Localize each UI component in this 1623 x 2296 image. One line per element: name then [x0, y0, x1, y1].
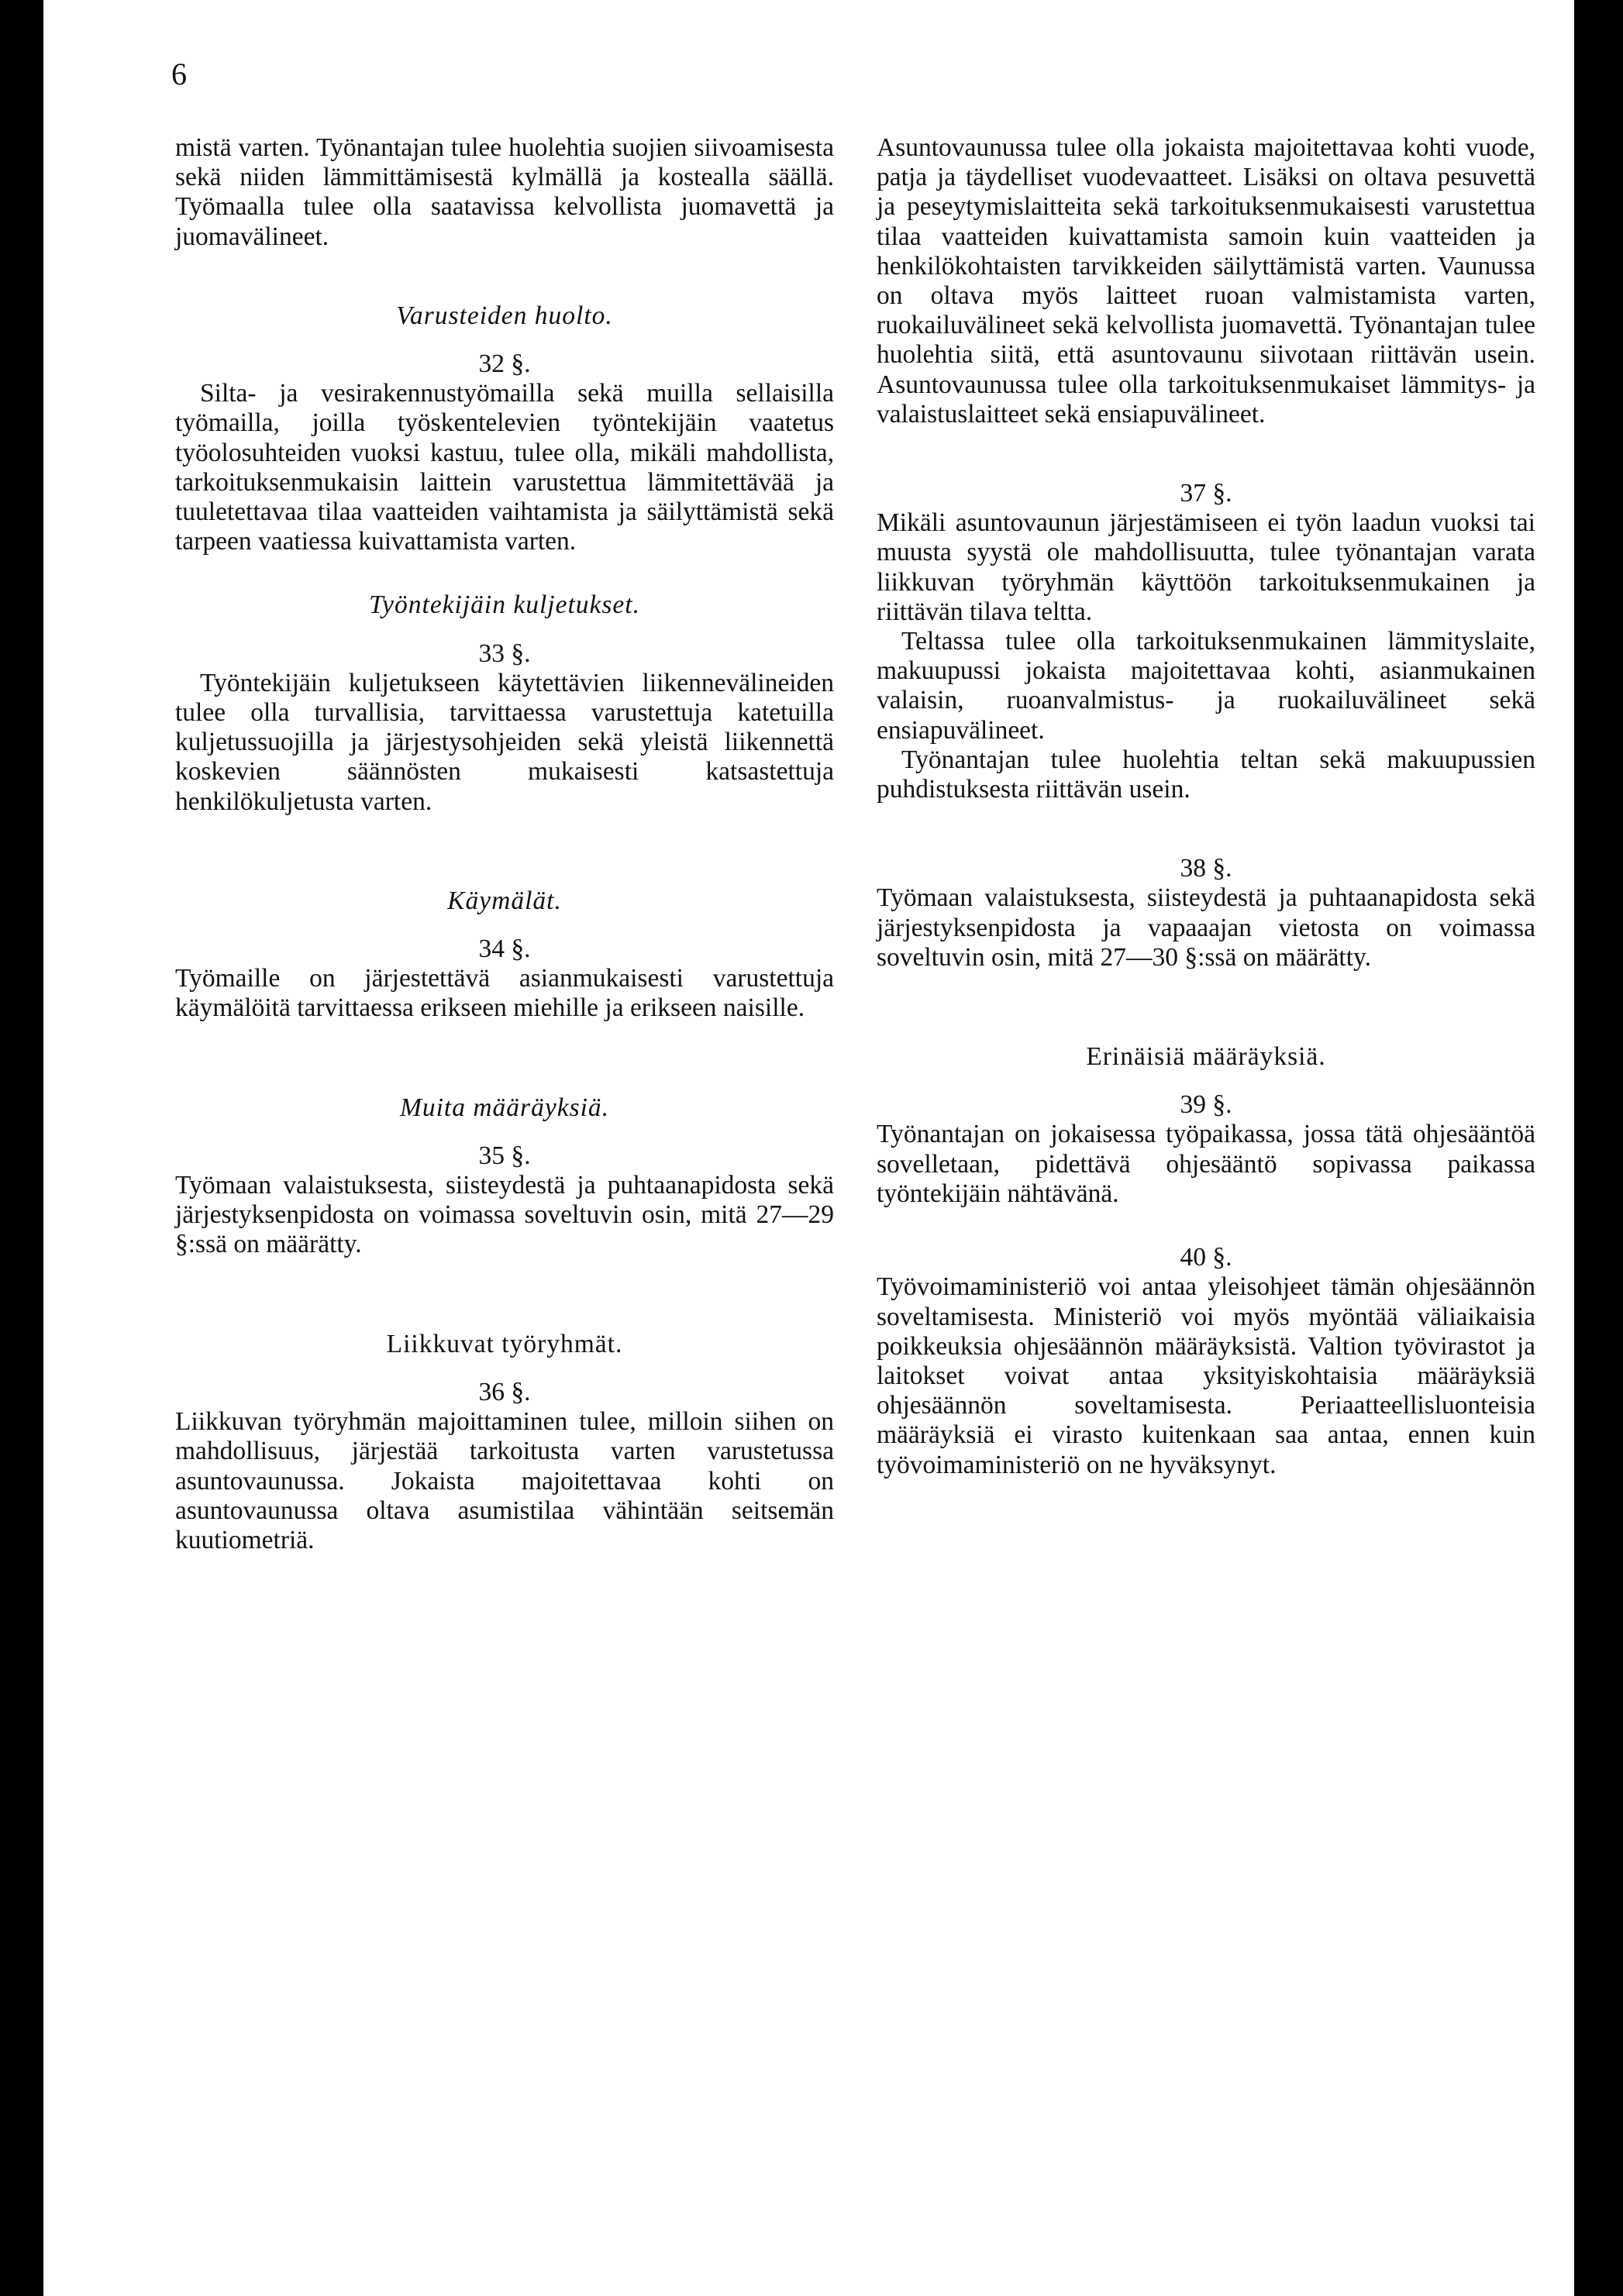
section-heading-erinaisia-maarayksia: Erinäisiä määräyksiä. — [1086, 1042, 1326, 1072]
document-page — [43, 0, 1574, 2296]
section-number-38: 38 §. — [1180, 854, 1232, 883]
paragraph-section-39: Työnantajan on jokaisessa työpaikassa, jossa tätä ohjesääntöä sovelletaan, pidettävä ohjesääntö sopivassa paikassa työntekijäin nähtävänä. — [877, 1120, 1535, 1208]
section-number-34: 34 §. — [478, 935, 531, 964]
paragraph-section-37-a: Mikäli asuntovaunun järjestämiseen ei työn laadun vuoksi tai muusta syystä ole mahdollisuutta, tulee työnantajan varata liikkuvan työryhmän käyttöön tarkoituksenmukainen ja riittävän tilava teltta. — [877, 508, 1535, 626]
section-heading-liikkuvat-tyoryhmat: Liikkuvat työryhmät. — [386, 1329, 623, 1358]
section-number-40: 40 §. — [1180, 1243, 1232, 1272]
section-number-33: 33 §. — [478, 639, 531, 668]
paragraph-continuation: mistä varten. Työnantajan tulee huolehtia suojien siivoamisesta sekä niiden lämmittämisestä kylmällä ja kostealla säällä. Työmaalla tulee olla saatavissa kelvollista juomavettä ja juomavälineet. — [175, 133, 834, 251]
right-column — [877, 133, 1535, 1480]
paragraph-section-33: Työntekijäin kuljetukseen käytettävien liikennevälineiden tulee olla turvallisia, tarvittaessa varustettuja katetuilla kuljetussuojilla ja järjestysohjeiden sekä yleistä liikennettä koskevien säännösten mukaisesti katsastettuja henkilökuljetusta varten. — [175, 668, 834, 816]
section-heading-varusteiden-huolto: Varusteiden huolto. — [396, 301, 613, 330]
section-heading-tyontekijain-kuljetukset: Työntekijäin kuljetukset. — [369, 590, 640, 620]
section-heading-muita-maarayksia: Muita määräyksiä. — [399, 1093, 610, 1122]
page-number: 6 — [171, 57, 187, 91]
section-number-37: 37 §. — [1180, 479, 1232, 508]
section-number-36: 36 §. — [478, 1377, 531, 1406]
paragraph-section-37-c: Työnantajan tulee huolehtia teltan sekä makuupussien puhdistuksesta riittävän usein. — [877, 745, 1535, 804]
section-heading-kaymalat: Käymälät. — [447, 886, 562, 915]
paragraph-section-38: Työmaan valaistuksesta, siisteydestä ja puhtaanapidosta sekä järjestyksenpidosta ja vapaaajan vietosta on voimassa soveltuvin osin, mitä 27—30 §:ssä on määrätty. — [877, 883, 1535, 972]
paragraph-section-35: Työmaan valaistuksesta, siisteydestä ja puhtaanapidosta sekä järjestyksenpidosta on voimassa soveltuvin osin, mitä 27—29 §:ssä on määrätty. — [175, 1171, 834, 1259]
paragraph-section-37-b: Teltassa tulee olla tarkoituksenmukainen lämmityslaite, makuupussi jokaista majoitettavaa kohti, asianmukainen valaisin, ruoanvalmistus- ja ruokailuvälineet sekä ensiapuvälineet. — [877, 627, 1535, 745]
paragraph-section-34: Työmaille on järjestettävä asianmukaisesti varustettuja käymälöitä tarvittaessa erikseen miehille ja erikseen naisille. — [175, 964, 834, 1023]
section-number-32: 32 §. — [478, 349, 531, 379]
left-column — [175, 133, 834, 1555]
section-number-39: 39 §. — [1180, 1090, 1232, 1120]
paragraph-asuntovaunu: Asuntovaunussa tulee olla jokaista majoitettavaa kohti vuode, patja ja täydelliset vuodevaatteet. Lisäksi on oltava pesuvettä ja peseytymislaitteita sekä tarkoituksenmukaisesti varustettua tilaa vaatteiden kuivattamista samoin kuin vaatteiden ja henkilökohtaisten tarvikkeiden säilyttämistä varten. Vaunussa on oltava myös laitteet ruoan valmistamista varten, ruokailuvälineet sekä kelvollista juomavettä. Työnantajan tulee huolehtia siitä, että asuntovaunu siivotaan riittävän usein. Asuntovaunussa tulee olla tarkoituksenmukaiset lämmitys- ja valaistuslaitteet sekä ensiapuvälineet. — [877, 133, 1535, 429]
paragraph-section-32: Silta- ja vesirakennustyömailla sekä muilla sellaisilla työmailla, joilla työskentelevien työntekijäin vaatetus työolosuhteiden vuoksi kastuu, tulee olla, mikäli mahdollista, tarkoituksenmukaisin laittein varustettua lämmitettävää ja tuuletettavaa tilaa vaatteiden vaihtamista ja säilyttämistä sekä tarpeen vaatiessa kuivattamista varten. — [175, 379, 834, 556]
paragraph-section-36: Liikkuvan työryhmän majoittaminen tulee, milloin siihen on mahdollisuus, järjestää tarkoitusta varten varustetussa asuntovaunussa. Jokaista majoitettavaa kohti on asuntovaunussa oltava asumistilaa vähintään seitsemän kuutiometriä. — [175, 1407, 834, 1554]
paragraph-section-40: Työvoimaministeriö voi antaa yleisohjeet tämän ohjesäännön soveltamisesta. Ministeriö voi myös myöntää väliaikaisia poikkeuksia ohjesäännön määräyksistä. Valtion työvirastot ja laitokset voivat antaa yksityiskohtaisia määräyksiä ohjesäännön soveltamisesta. Periaatteellisluonteisia määräyksiä ei virasto kuitenkaan saa antaa, ennen kuin työvoimaministeriö on ne hyväksynyt. — [877, 1272, 1535, 1479]
section-number-35: 35 §. — [478, 1141, 531, 1170]
